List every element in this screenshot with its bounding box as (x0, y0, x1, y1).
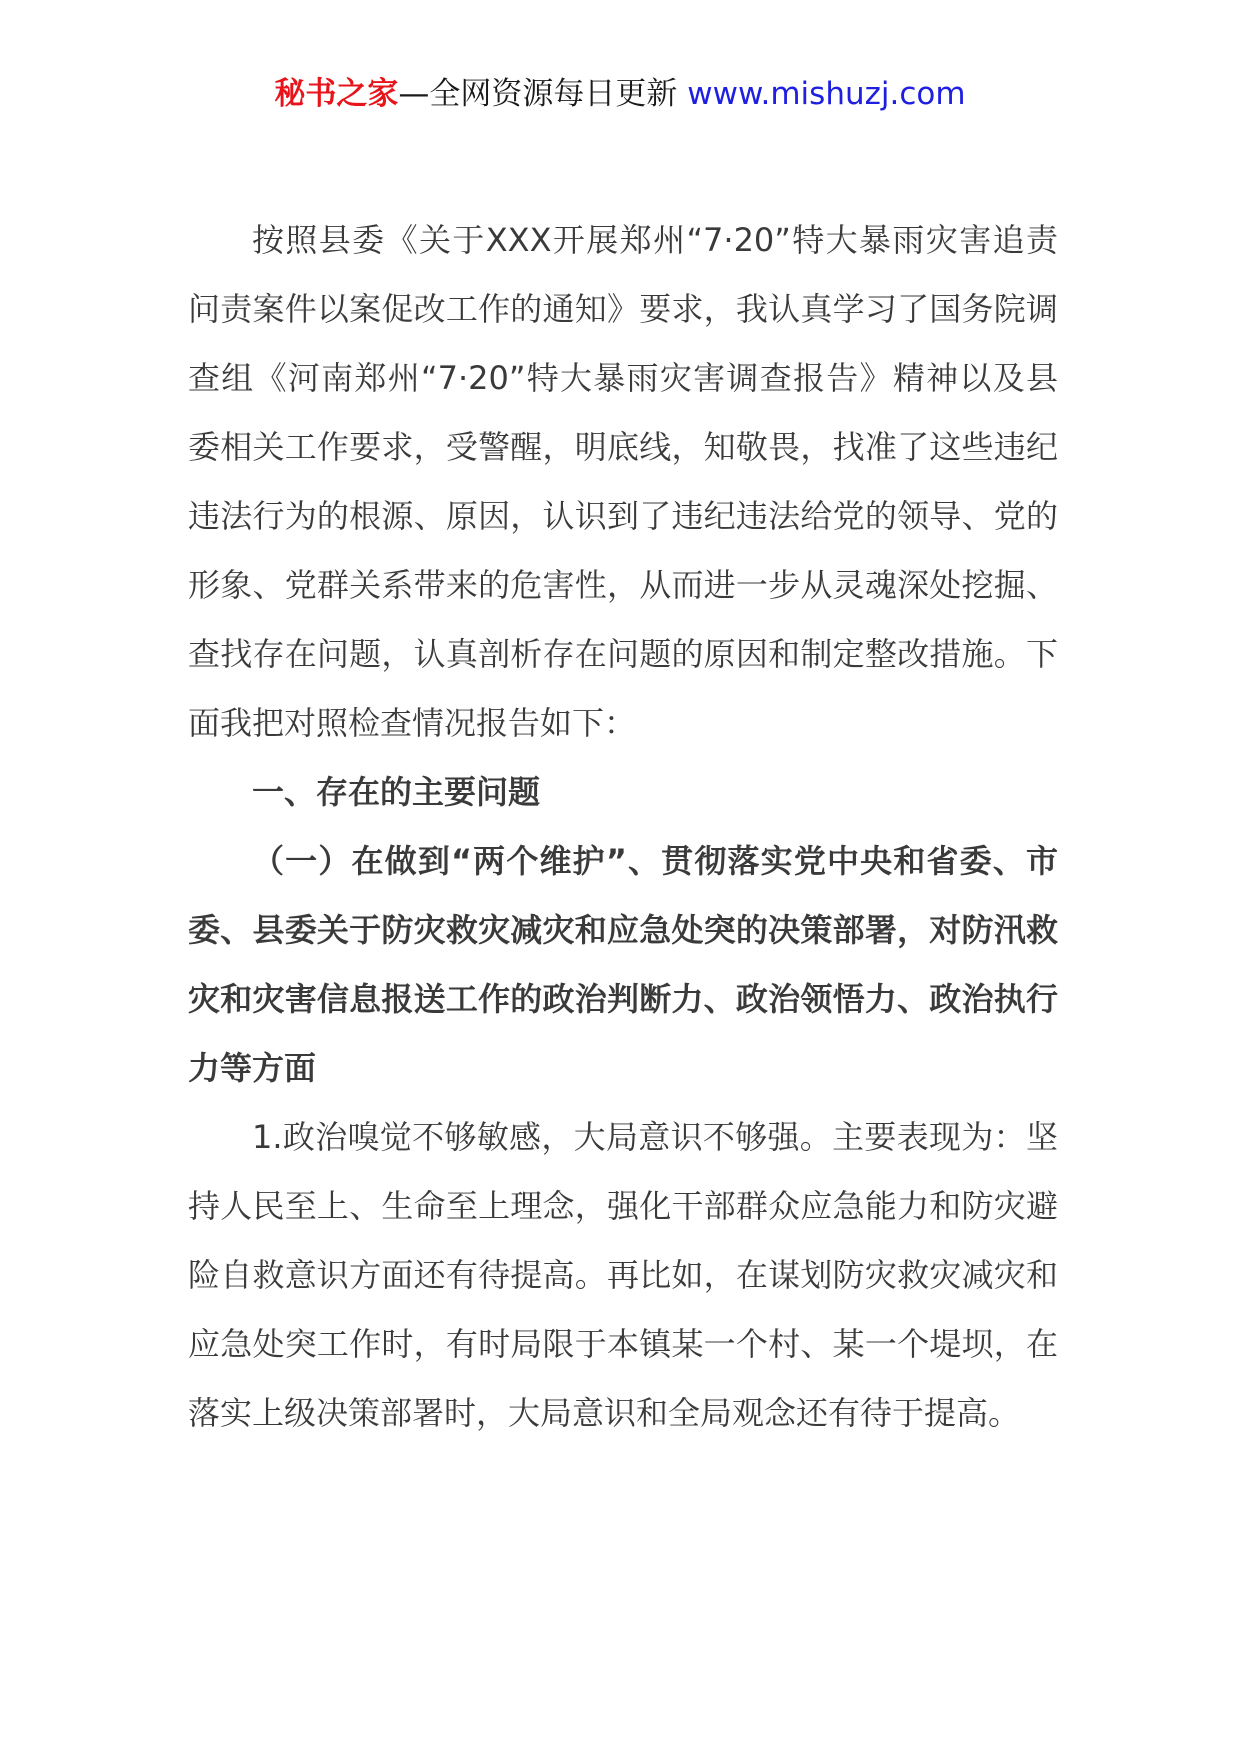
document-body (188, 206, 1058, 1448)
page-header (0, 72, 1240, 116)
site-url-link[interactable]: www.mishuzj.com (687, 76, 966, 112)
brand-name: 秘书之家 (274, 76, 399, 112)
header-tagline: —全网资源每日更新 (398, 76, 678, 112)
section-heading: 一、存在的主要问题 (252, 773, 541, 811)
subsection-heading: （一）在做到“两个维护”、贯彻落实党中央和省委、市委、县委关于防灾救灾减灾和应急处突的决策部署，对防汛救灾和灾害信息报送工作的政治判断力、政治领悟力、政治执行力等方面 (188, 842, 1058, 1087)
item-1-paragraph: 1.政治嗅觉不够敏感，大局意识不够强。主要表现为：坚持人民至上、生命至上理念，强化干部群众应急能力和防灾避险自救意识方面还有待提高。再比如，在谋划防灾救灾减灾和应急处突工作时，有时局限于本镇某一个村、某一个堤坝，在落实上级决策部署时，大局意识和全局观念还有待于提高。 (188, 1118, 1058, 1432)
intro-paragraph: 按照县委《关于XXX开展郑州“7·20”特大暴雨灾害追责问责案件以案促改工作的通知》要求，我认真学习了国务院调查组《河南郑州“7·20”特大暴雨灾害调查报告》精神以及县委相关工作要求，受警醒，明底线，知敬畏，找准了这些违纪违法行为的根源、原因，认识到了违纪违法给党的领导、党的形象、党群关系带来的危害性，从而进一步从灵魂深处挖掘、查找存在问题，认真剖析存在问题的原因和制定整改措施。下面我把对照检查情况报告如下： (188, 221, 1058, 742)
